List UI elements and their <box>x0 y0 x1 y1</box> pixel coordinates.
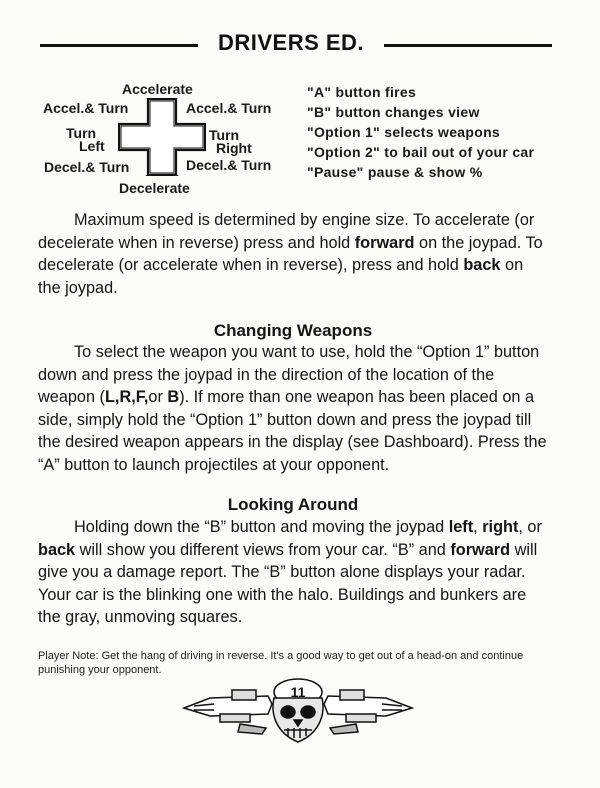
label-accel-turn-left: Accel.& Turn <box>43 100 129 116</box>
player-note: Player Note: Get the hang of driving in reverse. It's a good way to get out of a head-on and continue punishing your opponent. <box>38 650 524 676</box>
button-function-item: "Option 1" selects weapons <box>307 124 501 140</box>
label-accel-turn-right: Accel.& Turn <box>186 100 272 116</box>
label-turn-right: Turn <box>209 127 240 143</box>
label-turn-left: Turn <box>66 125 97 141</box>
intro-paragraph: Maximum speed is determined by engine size. To accelerate (or decelerate when in reverse) press and hold forward on the joypad. To decelerate (or accelerate when in reverse), press and hold back on the joypad. <box>38 211 543 297</box>
weapons-paragraph: To select the weapon you want to use, hold the “Option 1” button down and press the joypad in the direction of the location of the weapon (L,R,F,or B). If more than one weapon has been placed on a side, simply hold the “Option 1” button down and press the joypad till the desired weapon appears in the display (see Dashboard). Press the “A” button to launch projectiles at your opponent. <box>38 343 547 474</box>
heading-changing-weapons: Changing Weapons <box>213 321 373 340</box>
button-function-item: "Pause" pause & show % <box>307 164 483 180</box>
emblem-number: 11 <box>290 684 306 700</box>
title-rule-right <box>384 44 552 47</box>
looking-paragraph: Holding down the “B” button and moving the joypad left, right, or back will show you different views from your car. “B” and forward will give you a damage report. The “B” button alone displays your radar. Your car is the blinking one with the halo. Buildings and bunkers are the gray, unmoving squares. <box>38 518 542 626</box>
page-title: DRIVERS ED. <box>217 30 365 55</box>
skull-emblem-icon <box>180 668 416 748</box>
label-decelerate: Decelerate <box>119 180 190 196</box>
label-right: Right <box>216 140 252 156</box>
heading-looking-around: Looking Around <box>227 495 359 514</box>
button-functions-list <box>307 82 534 182</box>
title-rule-left <box>40 44 198 47</box>
label-accelerate: Accelerate <box>122 81 193 97</box>
button-function-item: "A" button fires <box>307 84 417 100</box>
label-decel-turn-right: Decel.& Turn <box>186 157 272 173</box>
label-left: Left <box>79 138 105 154</box>
dpad-cross-icon <box>118 98 206 176</box>
button-function-item: "B" button changes view <box>307 104 480 120</box>
label-decel-turn-left: Decel.& Turn <box>44 159 130 175</box>
button-function-item: "Option 2" to bail out of your car <box>307 144 535 160</box>
